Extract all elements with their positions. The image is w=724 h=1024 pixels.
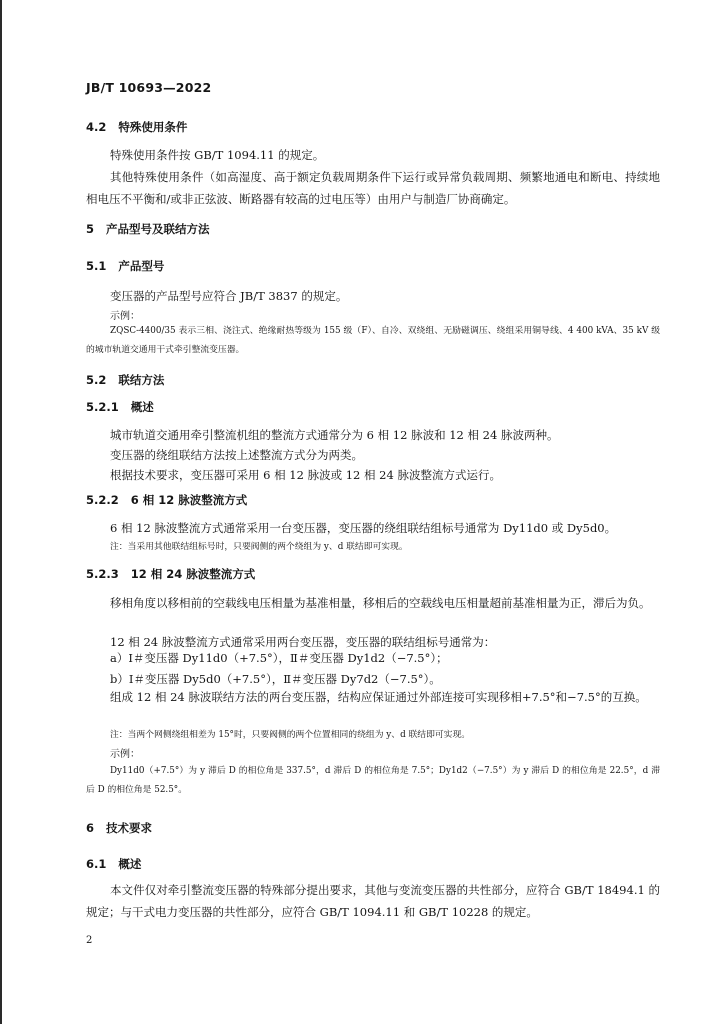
section-number: 4.2 [86,120,107,134]
paragraph-4-2-2: 其他特殊使用条件（如高湿度、高于额定负载周期条件下运行或异常负载周期、频繁地通电和断电、持续地相电压不平衡和/或非正弦波、断路器有较高的过电压等）由用户与制造厂协商确定。 [86,170,660,206]
paragraph-5-2-3-1: 移相角度以移相前的空载线电压相量为基准相量，移相后的空载线电压相量超前基准相量为正，滞后为负。 [110,596,651,610]
paragraph-5-2-2-1: 6 相 12 脉波整流方式通常采用一台变压器，变压器的绕组联结组标号通常为 Dy11d0 或 Dy5d0。 [110,521,617,535]
example-label: 示例： [110,311,140,322]
heading-4-2 [86,119,187,135]
section-number: 5.2.1 [86,400,119,414]
heading-5 [86,221,210,237]
section-title: 6 相 12 脉波整流方式 [130,493,248,507]
paragraph-6-1-1: 本文件仅对牵引整流变压器的特殊部分提出要求，其他与变流变压器的共性部分，应符合 GB/T 18494.1 的规定；与干式电力变压器的共性部分，应符合 GB/T 1094.11 和 GB/T 10228 的规定。 [86,883,660,919]
heading-5-1 [86,258,164,274]
paragraph-5-2-1-3: 根据技术要求，变压器可采用 6 相 12 脉波或 12 相 24 脉波整流方式运行。 [110,468,501,482]
section-title: 概述 [130,400,154,414]
heading-5-2 [86,372,164,388]
page-number: 2 [86,935,93,946]
paragraph-4-2-1: 特殊使用条件按 GB/T 1094.11 的规定。 [110,148,325,162]
list-item-a: a）Ⅰ＃变压器 Dy11d0（+7.5°），Ⅱ＃变压器 Dy1d2（−7.5°）； [110,651,448,665]
section-title: 12 相 24 脉波整流方式 [130,567,256,581]
paragraph-5-2-3-2: 12 相 24 脉波整流方式通常采用两台变压器，变压器的联结组标号通常为： [110,635,496,649]
document-id: JB/T 10693—2022 [86,80,212,95]
note-5-2-3: 注：当两个网侧绕组相差为 15°时，只要阀侧的两个位置相同的绕组为 y、d 联结即可实现。 [110,730,471,740]
heading-5-2-3 [86,566,255,582]
heading-6-1 [86,856,141,872]
paragraph-5-1-1: 变压器的产品型号应符合 JB/T 3837 的规定。 [110,289,348,303]
section-number: 5.2.2 [86,493,119,507]
section-title: 产品型号 [118,259,165,273]
section-title: 技术要求 [106,821,153,835]
section-title: 特殊使用条件 [118,120,188,134]
heading-6 [86,820,152,836]
example-5-2-3: Dy11d0（+7.5°）为 y 滞后 D 的相位角是 337.5°，d 滞后 D 的相位角是 7.5°；Dy1d2（−7.5°）为 y 滞后 D 的相位角是 22.5°，d 滞后 D 的相位角是 52.5°。 [86,766,660,795]
list-item-b: b）Ⅰ＃变压器 Dy5d0（+7.5°），Ⅱ＃变压器 Dy7d2（−7.5°）。 [110,672,441,686]
section-number: 6 [86,821,95,835]
paragraph-5-2-1-2: 变压器的绕组联结方法按上述整流方式分为两类。 [110,448,363,462]
section-number: 5.2.3 [86,567,119,581]
section-number: 5.1 [86,259,107,273]
section-title: 概述 [118,857,142,871]
paragraph-5-2-1-1: 城市轨道交通用牵引整流机组的整流方式通常分为 6 相 12 脉波和 12 相 24 脉波两种。 [110,428,559,442]
section-title: 产品型号及联结方法 [106,222,210,236]
paragraph-5-2-3-3: 组成 12 相 24 脉波联结方法的两台变压器，结构应保证通过外部连接可实现移相+7.5°和−7.5°的互换。 [110,690,647,704]
section-number: 6.1 [86,857,107,871]
section-title: 联结方法 [118,373,165,387]
note-5-2-2: 注：当采用其他联结组标号时，只要阀侧的两个绕组为 y、d 联结即可实现。 [110,542,408,552]
heading-5-2-1 [86,399,154,415]
heading-5-2-2 [86,492,247,508]
section-number: 5 [86,222,95,236]
example-5-1: ZQSC-4400/35 表示三相、浇注式、绝缘耐热等级为 155 级（F）、自冷、双绕组、无励磁调压、绕组采用铜导线、4 400 kVA、35 kV 级的城市轨道交通用干式牵引整流变压器。 [86,326,660,355]
example-label: 示例： [110,749,140,760]
section-number: 5.2 [86,373,107,387]
